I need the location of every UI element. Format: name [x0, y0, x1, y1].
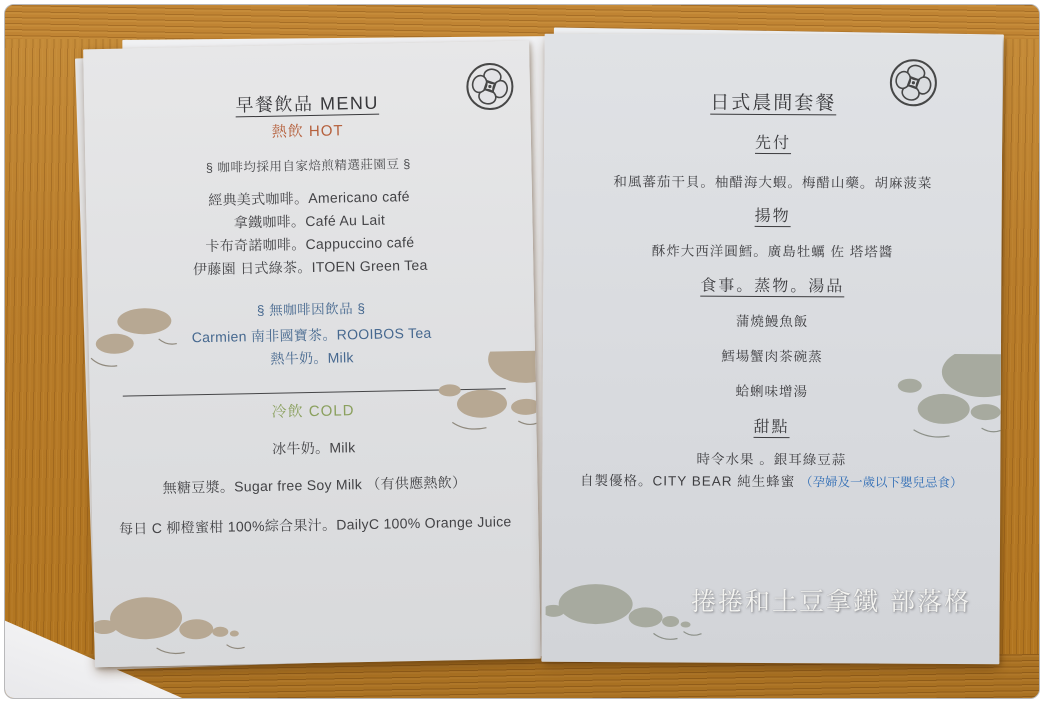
dessert-item-text: 自製優格。CITY BEAR 純生蜂蜜 — [579, 472, 801, 490]
stones-decoration — [84, 303, 180, 375]
course-header-dessert: 甜點 — [753, 418, 790, 437]
decaf-item: Carmien 南非國寶茶。ROOIBOS Tea — [191, 324, 432, 346]
course-item-dessert2 — [542, 472, 1000, 492]
decaf-item: 熱牛奶。Milk — [270, 349, 354, 367]
course-item: 酥炸大西洋圓鱈。廣島牡蠣 佐 塔塔醬 — [651, 243, 894, 260]
course-item: 蒲燒鰻魚飯 — [735, 313, 809, 330]
cold-drink-item: 每日 C 柳橙蜜柑 100%綜合果汁。DailyC 100% Orange Juice — [118, 513, 512, 537]
hot-drink-item: 卡布奇諾咖啡。Cappuccino café — [205, 234, 415, 255]
stones-decoration — [93, 586, 254, 659]
decaf-header: § 無咖啡因飲品 § — [256, 300, 366, 319]
honey-warning-note: （孕婦及一歲以下嬰兒忌食） — [800, 475, 963, 490]
coffee-bean-note: § 咖啡均採用自家焙煎精選莊園豆 § — [205, 157, 411, 175]
course-header-appetizer: 先付 — [755, 134, 792, 153]
photo-frame — [4, 4, 1040, 699]
hot-drink-item: 伊藤園 日式綠茶。ITOEN Green Tea — [192, 256, 428, 278]
stones-decoration — [882, 354, 1003, 445]
course-header-fried: 揚物 — [754, 207, 791, 226]
stones-decoration — [421, 351, 541, 438]
hot-drinks-header: 熱飲 HOT — [271, 122, 344, 141]
hot-drink-item: 經典美式咖啡。Americano café — [208, 188, 410, 208]
right-menu-page — [541, 34, 1002, 664]
cold-drinks-header: 冷飲 COLD — [271, 402, 355, 421]
breakfast-menu-title: 早餐飲品 MENU — [235, 92, 380, 116]
set-menu-title: 日式晨間套餐 — [710, 92, 837, 115]
hot-drink-item: 拿鐵咖啡。Café Au Lait — [233, 211, 386, 231]
course-header-mains: 食事。蒸物。湯品 — [700, 277, 845, 296]
course-item: 鱈場蟹肉茶碗蒸 — [721, 348, 823, 365]
cold-drink-item: 無糖豆漿。Sugar free Soy Milk （有供應熱飲） — [162, 474, 467, 496]
course-item: 時令水果 。銀耳綠豆蒜 — [696, 451, 847, 468]
cold-drink-item: 冰牛奶。Milk — [272, 439, 356, 457]
course-item: 蛤蜊味增湯 — [735, 383, 809, 400]
left-menu-page — [83, 41, 541, 667]
course-item: 和風蕃茄干貝。柚醋海大蝦。梅醋山藥。胡麻菠菜 — [613, 174, 933, 191]
watermark: 捲捲和土豆拿鐵 部落格 — [691, 587, 971, 616]
